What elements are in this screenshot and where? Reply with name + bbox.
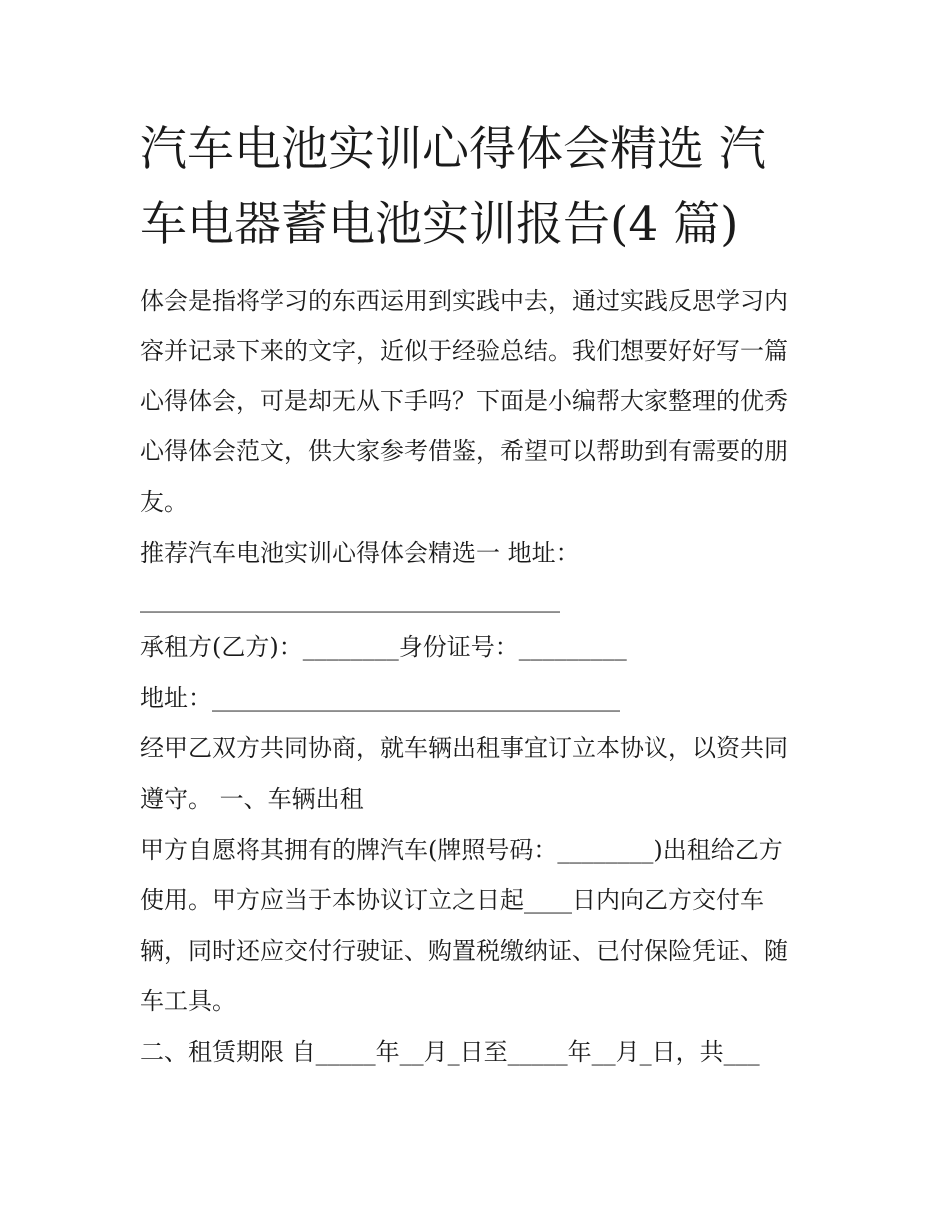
body-line-9: 地址：__________________________________ — [140, 684, 620, 712]
body-line-13: 使用。甲方应当于本协议订立之日起____日内向乙方交付车 — [140, 886, 764, 914]
title-line-1: 汽车电池实训心得体会精选 汽 — [140, 122, 766, 177]
title-line-2: 车电器蓄电池实训报告(4 篇) — [140, 197, 739, 252]
body-line-11: 遵守。 一、车辆出租 — [140, 785, 364, 813]
body-line-8: 承租方(乙方)：________身份证号：_________ — [140, 633, 627, 661]
body-line-5: 友。 — [140, 488, 188, 516]
body-line-4: 心得体会范文，供大家参考借鉴，希望可以帮助到有需要的朋 — [140, 437, 788, 465]
body-line-1: 体会是指将学习的东西运用到实践中去，通过实践反思学习内 — [140, 287, 788, 315]
body-line-12: 甲方自愿将其拥有的牌汽车(牌照号码：________)出租给乙方 — [140, 836, 783, 864]
document-title — [140, 112, 820, 262]
body-line-7: ___________________________________ — [140, 585, 560, 613]
body-line-3: 心得体会，可是却无从下手吗？下面是小编帮大家整理的优秀 — [140, 387, 788, 415]
body-line-16: 二、租赁期限 自_____年__月_日至_____年__月_日，共___ — [140, 1038, 760, 1066]
body-line-14: 辆，同时还应交付行驶证、购置税缴纳证、已付保险凭证、随 — [140, 937, 788, 965]
body-line-6: 推荐汽车电池实训心得体会精选一 地址： — [140, 539, 580, 567]
body-line-15: 车工具。 — [140, 987, 236, 1015]
body-line-2: 容并记录下来的文字，近似于经验总结。我们想要好好写一篇 — [140, 337, 788, 365]
body-line-10: 经甲乙双方共同协商，就车辆出租事宜订立本协议，以资共同 — [140, 734, 788, 762]
